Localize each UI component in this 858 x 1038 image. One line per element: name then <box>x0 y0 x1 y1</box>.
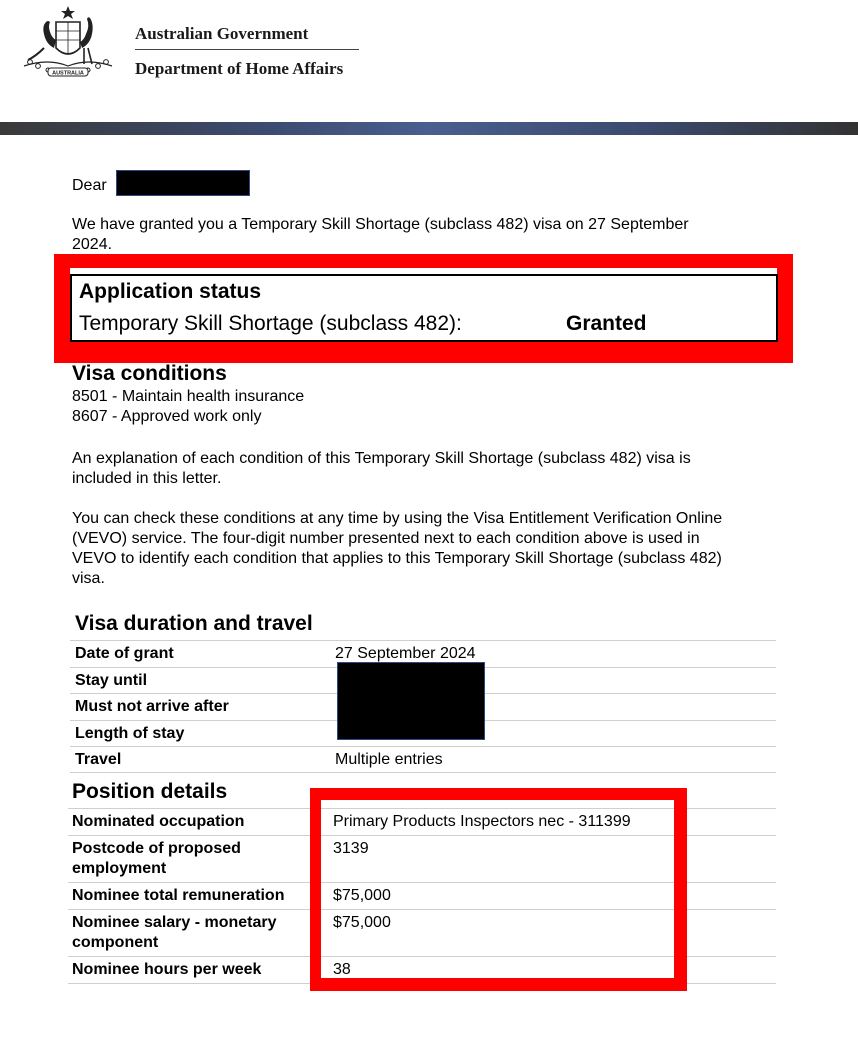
visa-duration-heading: Visa duration and travel <box>75 612 313 635</box>
svg-text:AUSTRALIA: AUSTRALIA <box>52 70 84 77</box>
application-visa-name: Temporary Skill Shortage (subclass 482): <box>79 312 462 335</box>
conditions-explanation-line: included in this letter. <box>72 470 222 487</box>
position-highlight-box <box>310 788 687 991</box>
row-label: Nominee hours per week <box>72 961 262 978</box>
row-label: Travel <box>75 751 122 768</box>
intro-line-2: 2024. <box>72 236 113 253</box>
row-value: $75,000 <box>333 914 391 931</box>
header-banner <box>0 122 858 135</box>
intro-line-1: We have granted you a Temporary Skill Shortage (subclass 482) visa on 27 September <box>72 216 689 233</box>
application-status-box <box>70 274 778 342</box>
vevo-line: VEVO to identify each condition that applies to this Temporary Skill Shortage (subclass 482) <box>72 550 722 567</box>
condition-item: 8501 - Maintain health insurance <box>72 388 305 405</box>
row-label: Length of stay <box>75 725 185 742</box>
row-value: $75,000 <box>333 887 391 904</box>
row-label: Nominee salary - monetary <box>72 914 277 931</box>
vevo-line: visa. <box>72 570 105 587</box>
vevo-line: (VEVO) service. The four-digit number presented next to each condition above is used in <box>72 530 700 547</box>
row-value: Multiple entries <box>335 751 443 768</box>
redacted-recipient-name <box>116 170 250 196</box>
salutation: Dear <box>72 177 107 194</box>
header-divider <box>135 49 359 50</box>
department-name: Department of Home Affairs <box>135 59 344 78</box>
conditions-explanation-line: An explanation of each condition of this Temporary Skill Shortage (subclass 482) visa is <box>72 450 691 467</box>
row-value: Primary Products Inspectors nec - 311399 <box>333 813 631 830</box>
letterhead <box>0 0 858 122</box>
position-details-heading: Position details <box>72 780 228 803</box>
row-label: Date of grant <box>75 645 174 662</box>
application-status-value: Granted <box>566 312 647 335</box>
row-label: Nominee total remuneration <box>72 887 285 904</box>
row-value: 38 <box>333 961 351 978</box>
row-label: Must not arrive after <box>75 698 229 715</box>
row-label: Stay until <box>75 672 148 689</box>
row-label: Nominated occupation <box>72 813 245 830</box>
application-status-heading: Application status <box>79 280 262 303</box>
visa-conditions-heading: Visa conditions <box>72 362 227 385</box>
row-label-continued: component <box>72 934 159 951</box>
row-label-continued: employment <box>72 860 167 877</box>
row-value: 27 September 2024 <box>335 645 476 662</box>
table-row <box>70 747 776 773</box>
row-value: 3139 <box>333 840 369 857</box>
row-label: Postcode of proposed <box>72 840 241 857</box>
vevo-line: You can check these conditions at any time by using the Visa Entitlement Verification Online <box>72 510 723 527</box>
government-name: Australian Government <box>135 24 309 43</box>
condition-item: 8607 - Approved work only <box>72 408 262 425</box>
redacted-stay-dates <box>337 662 485 740</box>
australian-coat-of-arms-icon <box>18 4 118 80</box>
